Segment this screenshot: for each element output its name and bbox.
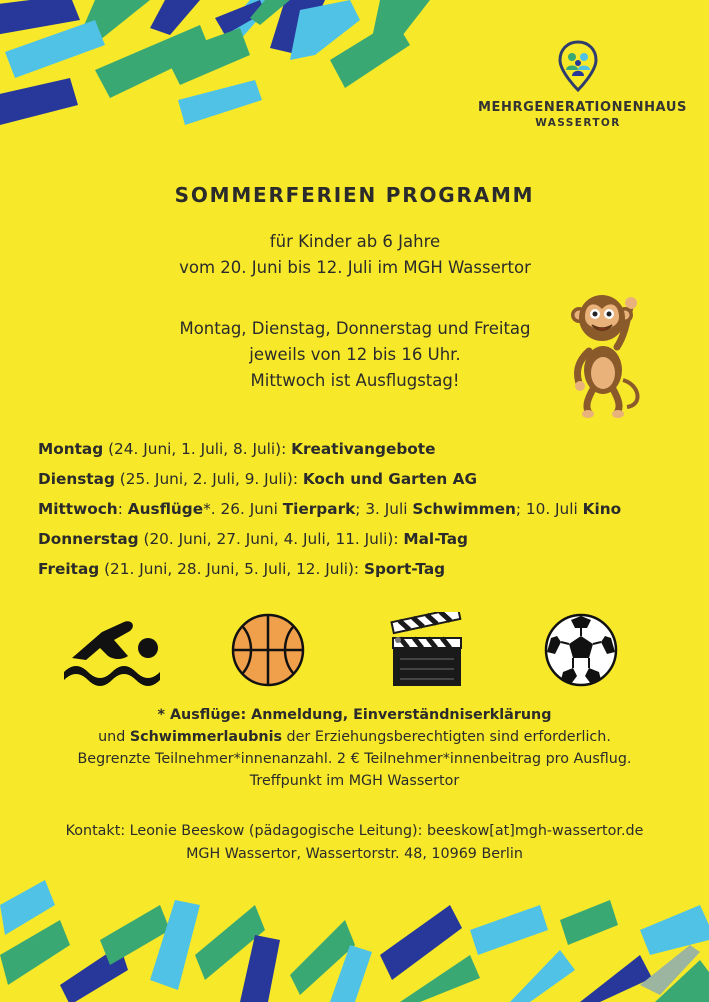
weekly-schedule [38, 434, 688, 584]
note-line-2 [20, 726, 689, 748]
contact-line-1: Kontakt: Leonie Beeskow (pädagogische Leitung): beeskow[at]mgh-wassertor.de [65, 823, 644, 839]
note-text: und [98, 729, 130, 745]
schedule-activity: Mal-Tag [403, 530, 468, 548]
note-emphasis: Schwimmerlaubnis [129, 729, 282, 745]
schedule-text: ; 10. Juli [515, 500, 583, 518]
logo-name: MEHRGENERATIONENHAUS [478, 100, 687, 115]
logo [478, 40, 687, 129]
schedule-day: Dienstag [38, 470, 115, 488]
trip-destination: Schwimmen [412, 500, 516, 518]
schedule-dates: (20. Juni, 27. Juni, 4. Juli, 11. Juli): [138, 530, 404, 548]
note-text: der Erziehungsberechtigten sind erforderlich. [282, 729, 611, 745]
schedule-activity: Sport-Tag [363, 560, 446, 578]
intro-line-1: für Kinder ab 6 Jahre [269, 232, 441, 251]
hours-line-1: Montag, Dienstag, Donnerstag und Freitag [179, 319, 531, 338]
schedule-row-tuesday [38, 464, 688, 494]
intro-block [90, 229, 620, 281]
contact-address: MGH Wassertor, Wassertorstr. 48, 10969 Berlin [186, 846, 523, 862]
schedule-text: *. 26. Juni [203, 500, 283, 518]
schedule-text: ; 3. Juli [355, 500, 413, 518]
soccer-ball-icon [543, 612, 619, 688]
schedule-dates: (21. Juni, 28. Juni, 5. Juli, 12. Juli): [99, 560, 364, 578]
schedule-row-thursday [38, 524, 688, 554]
swimmer-icon [62, 610, 162, 690]
note-line-3: Begrenzte Teilnehmer*innenanzahl. 2 € Teilnehmer*innenbeitrag pro Ausflug. [77, 751, 632, 767]
schedule-dates: (25. Juni, 2. Juli, 9. Juli): [114, 470, 303, 488]
schedule-activity: Koch und Garten AG [302, 470, 477, 488]
schedule-activity: Kreativangebote [291, 440, 436, 458]
schedule-day: Montag [38, 440, 104, 458]
trip-notice [20, 704, 689, 792]
schedule-row-monday [38, 434, 688, 464]
schedule-dates: (24. Juni, 1. Juli, 8. Juli): [103, 440, 292, 458]
schedule-day: Mittwoch [38, 500, 118, 518]
clapperboard-icon [390, 612, 464, 688]
schedule-row-wednesday [38, 494, 688, 524]
trip-destination: Tierpark [282, 500, 356, 518]
hours-block [90, 316, 620, 394]
monkey-icon [565, 285, 645, 420]
note-line-4: Treffpunkt im MGH Wassertor [249, 773, 460, 789]
logo-subtitle: WASSERTOR [535, 117, 621, 129]
schedule-row-friday [38, 554, 688, 584]
schedule-day: Donnerstag [38, 530, 139, 548]
hours-line-2: jeweils von 12 bis 16 Uhr. [249, 345, 461, 364]
hours-line-3: Mittwoch ist Ausflugstag! [250, 371, 460, 390]
trip-destination: Kino [582, 500, 622, 518]
schedule-day: Freitag [38, 560, 100, 578]
intro-line-2: vom 20. Juni bis 12. Juli im MGH Wassertor [179, 258, 531, 277]
note-line-1: * Ausflüge: Anmeldung, Einverständniserklärung [157, 707, 552, 723]
location-pin-logo-icon [558, 40, 598, 92]
schedule-activity: Ausflüge [127, 500, 204, 518]
schedule-text: : [117, 500, 128, 518]
page-title: SOMMERFERIEN PROGRAMM [174, 183, 535, 207]
basketball-icon [230, 612, 306, 688]
contact-block [10, 820, 699, 866]
